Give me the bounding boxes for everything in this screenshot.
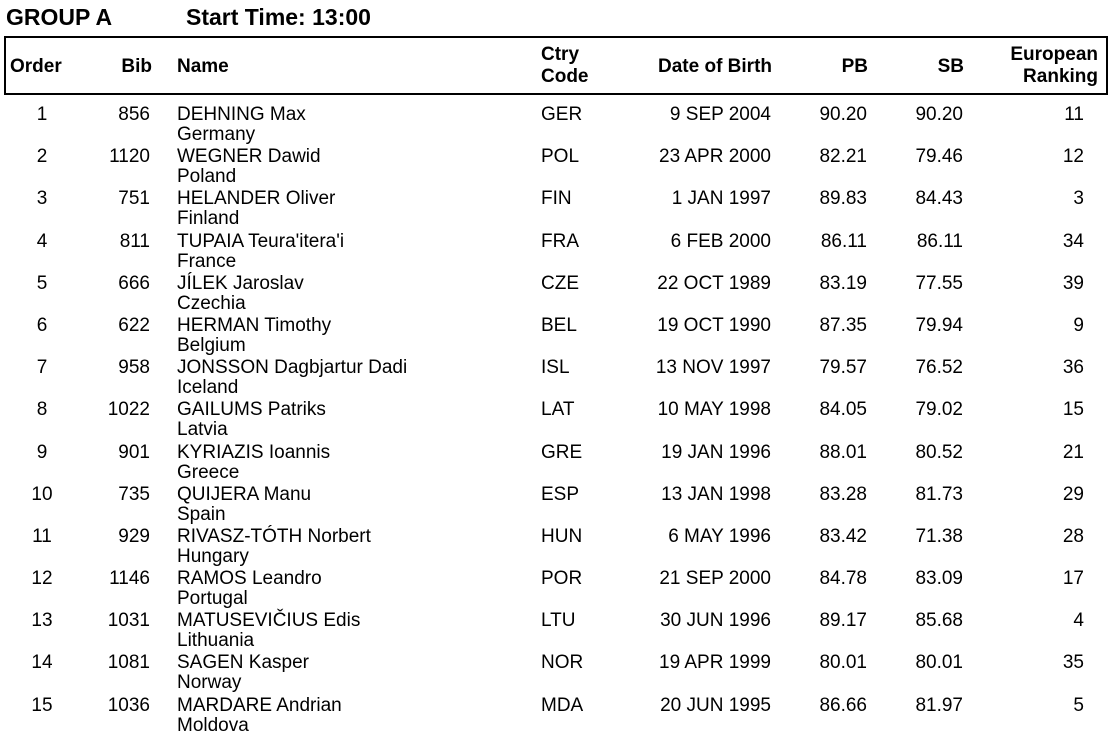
athlete-country: Czechia: [177, 292, 246, 314]
sb-cell: 77.55: [915, 272, 963, 294]
sb-cell: 90.20: [915, 104, 963, 125]
order-cell: 5: [36, 272, 48, 294]
european-ranking-cell: 11: [1064, 104, 1084, 125]
bib-cell: 856: [118, 104, 150, 125]
header-european-ranking-line1: European: [1010, 44, 1098, 65]
table-row: [0, 399, 1114, 441]
country-code: CZE: [541, 272, 579, 294]
pb-cell: 83.19: [819, 272, 867, 294]
table-row: [0, 442, 1114, 484]
athlete-country: Lithuania: [177, 630, 255, 652]
bib-cell: 751: [118, 188, 150, 210]
athlete-name: HERMAN Timothy: [177, 314, 332, 336]
athlete-country: France: [177, 250, 237, 272]
pb-cell: 86.66: [819, 694, 867, 716]
date-of-birth: 20 JUN 1995: [660, 694, 771, 716]
european-ranking-cell: 12: [1062, 146, 1084, 168]
bib-cell: 1081: [107, 652, 150, 674]
sb-cell: 71.38: [915, 525, 963, 547]
order-cell: 9: [36, 441, 48, 463]
european-ranking-cell: 34: [1062, 230, 1084, 252]
country-code: HUN: [541, 525, 583, 547]
european-ranking-cell: 5: [1073, 694, 1084, 716]
date-of-birth: 19 APR 1999: [659, 652, 771, 674]
pb-cell: 80.01: [819, 652, 867, 674]
bib-cell: 666: [118, 272, 150, 294]
athlete-name: JÍLEK Jaroslav: [177, 272, 304, 294]
bib-cell: 1022: [107, 399, 150, 421]
country-code: LTU: [541, 610, 576, 632]
sb-cell: 85.68: [915, 610, 963, 632]
table-row: [0, 526, 1114, 568]
order-cell: 15: [31, 694, 53, 716]
country-code: FIN: [541, 188, 572, 210]
european-ranking-cell: 29: [1062, 483, 1084, 505]
athlete-country: Greece: [177, 461, 240, 483]
header-name: Name: [177, 56, 229, 77]
header-european-ranking: [978, 44, 1098, 88]
pb-cell: 89.17: [819, 610, 867, 632]
european-ranking-cell: 3: [1073, 188, 1084, 210]
sb-cell: 81.73: [915, 483, 963, 505]
athlete-country: Germany: [177, 124, 256, 145]
table-row: [0, 231, 1114, 273]
header-bib: Bib: [121, 56, 152, 77]
header-sb: SB: [937, 56, 964, 77]
pb-cell: 84.78: [819, 568, 867, 590]
sb-cell: 79.94: [915, 314, 963, 336]
country-code: ESP: [541, 483, 580, 505]
bib-cell: 1146: [109, 568, 150, 590]
date-of-birth: 13 JAN 1998: [661, 483, 771, 505]
table-row: [0, 273, 1114, 315]
country-code: FRA: [541, 230, 579, 252]
table-row: [0, 104, 1114, 146]
date-of-birth: 30 JUN 1996: [660, 610, 771, 632]
bib-cell: 622: [118, 314, 150, 336]
country-code: BEL: [541, 314, 577, 336]
country-code: GER: [541, 104, 583, 125]
table-row: [0, 652, 1114, 694]
athlete-country: Moldova: [177, 714, 249, 736]
table-row: [0, 315, 1114, 357]
header-european-ranking-line2: Ranking: [1023, 66, 1098, 87]
country-code: NOR: [541, 652, 584, 674]
athlete-country: Hungary: [177, 545, 249, 567]
country-code: POR: [541, 568, 583, 590]
bib-cell: 1120: [109, 146, 150, 168]
bib-cell: 811: [119, 230, 150, 252]
table-row: [0, 695, 1114, 737]
bib-cell: 901: [118, 441, 150, 463]
sb-cell: 86.11: [916, 230, 963, 252]
athlete-country: Spain: [177, 503, 226, 525]
sb-cell: 80.52: [915, 441, 963, 463]
date-of-birth: 22 OCT 1989: [657, 272, 771, 294]
order-cell: 1: [36, 104, 48, 125]
athlete-name: WEGNER Dawid: [177, 146, 321, 168]
order-cell: 8: [36, 399, 48, 421]
pb-cell: 84.05: [819, 399, 867, 421]
header-country-code-line1: Ctry: [541, 44, 580, 65]
sb-cell: 81.97: [915, 694, 963, 716]
european-ranking-cell: 4: [1073, 610, 1084, 632]
order-cell: 10: [31, 483, 53, 505]
start-time: Start Time: 13:00: [186, 4, 371, 30]
pb-cell: 89.83: [819, 188, 867, 210]
athlete-name: RIVASZ-TÓTH Norbert: [177, 525, 371, 547]
athlete-name: JONSSON Dagbjartur Dadi: [177, 357, 408, 379]
table-row: [0, 484, 1114, 526]
pb-cell: 83.28: [819, 483, 867, 505]
sb-cell: 83.09: [915, 568, 963, 590]
date-of-birth: 23 APR 2000: [659, 146, 771, 168]
start-list-table: [0, 104, 1114, 737]
header-date-of-birth: Date of Birth: [658, 56, 772, 77]
header-country-code: [541, 44, 589, 88]
header-country-code-line2: Code: [541, 66, 589, 87]
date-of-birth: 19 OCT 1990: [657, 314, 771, 336]
order-cell: 13: [31, 610, 53, 632]
athlete-name: QUIJERA Manu: [177, 483, 312, 505]
date-of-birth: 10 MAY 1998: [657, 399, 771, 421]
bib-cell: 1036: [107, 694, 150, 716]
european-ranking-cell: 17: [1062, 568, 1084, 590]
sb-cell: 80.01: [915, 652, 963, 674]
athlete-country: Norway: [177, 672, 242, 694]
order-cell: 6: [36, 314, 48, 336]
date-of-birth: 21 SEP 2000: [659, 568, 771, 590]
european-ranking-cell: 36: [1062, 357, 1084, 379]
athlete-name: DEHNING Max: [177, 104, 306, 125]
order-cell: 11: [32, 525, 52, 547]
athlete-country: Latvia: [177, 419, 228, 441]
country-code: GRE: [541, 441, 583, 463]
date-of-birth: 1 JAN 1997: [671, 188, 771, 210]
country-code: MDA: [541, 694, 584, 716]
athlete-name: HELANDER Oliver: [177, 188, 336, 210]
pb-cell: 87.35: [819, 314, 867, 336]
header-order: Order: [10, 56, 62, 77]
athlete-name: MATUSEVIČIUS Edis: [177, 610, 361, 632]
order-cell: 12: [31, 568, 53, 590]
pb-cell: 82.21: [819, 146, 867, 168]
pb-cell: 86.11: [820, 230, 867, 252]
athlete-name: KYRIAZIS Ioannis: [177, 441, 331, 463]
order-cell: 14: [31, 652, 53, 674]
order-cell: 2: [36, 146, 48, 168]
pb-cell: 83.42: [819, 525, 867, 547]
header-pb: PB: [841, 56, 868, 77]
date-of-birth: 6 FEB 2000: [670, 230, 771, 252]
table-row: [0, 610, 1114, 652]
athlete-country: Poland: [177, 166, 237, 188]
athlete-country: Iceland: [177, 377, 239, 399]
table-row: [0, 568, 1114, 610]
pb-cell: 88.01: [819, 441, 867, 463]
pb-cell: 90.20: [819, 104, 867, 125]
order-cell: 4: [36, 230, 48, 252]
order-cell: 3: [36, 188, 48, 210]
bib-cell: 958: [118, 357, 150, 379]
european-ranking-cell: 35: [1062, 652, 1084, 674]
athlete-name: MARDARE Andrian: [177, 694, 342, 716]
date-of-birth: 13 NOV 1997: [655, 357, 771, 379]
athlete-country: Finland: [177, 208, 240, 230]
country-code: POL: [541, 146, 580, 168]
table-row: [0, 357, 1114, 399]
date-of-birth: 9 SEP 2004: [669, 104, 771, 125]
athlete-name: TUPAIA Teura'itera'i: [177, 230, 345, 252]
sb-cell: 84.43: [915, 188, 963, 210]
bib-cell: 1031: [107, 610, 150, 632]
athlete-name: RAMOS Leandro: [177, 568, 322, 590]
athlete-name: GAILUMS Patriks: [177, 399, 326, 421]
european-ranking-cell: 9: [1073, 314, 1084, 336]
european-ranking-cell: 15: [1062, 399, 1084, 421]
bib-cell: 929: [118, 525, 150, 547]
country-code: LAT: [541, 399, 575, 421]
date-of-birth: 6 MAY 1996: [668, 525, 771, 547]
sb-cell: 76.52: [915, 357, 963, 379]
athlete-country: Portugal: [177, 588, 248, 610]
athlete-country: Belgium: [177, 334, 246, 356]
sb-cell: 79.46: [915, 146, 963, 168]
country-code: ISL: [541, 357, 570, 379]
european-ranking-cell: 21: [1062, 441, 1084, 463]
table-row: [0, 146, 1114, 188]
athlete-name: SAGEN Kasper: [177, 652, 309, 674]
table-row: [0, 188, 1114, 230]
table-header: [4, 36, 1108, 95]
sb-cell: 79.02: [915, 399, 963, 421]
european-ranking-cell: 39: [1062, 272, 1084, 294]
group-title: GROUP A: [6, 4, 113, 30]
european-ranking-cell: 28: [1062, 525, 1084, 547]
bib-cell: 735: [118, 483, 150, 505]
order-cell: 7: [36, 357, 48, 379]
date-of-birth: 19 JAN 1996: [661, 441, 771, 463]
pb-cell: 79.57: [819, 357, 867, 379]
